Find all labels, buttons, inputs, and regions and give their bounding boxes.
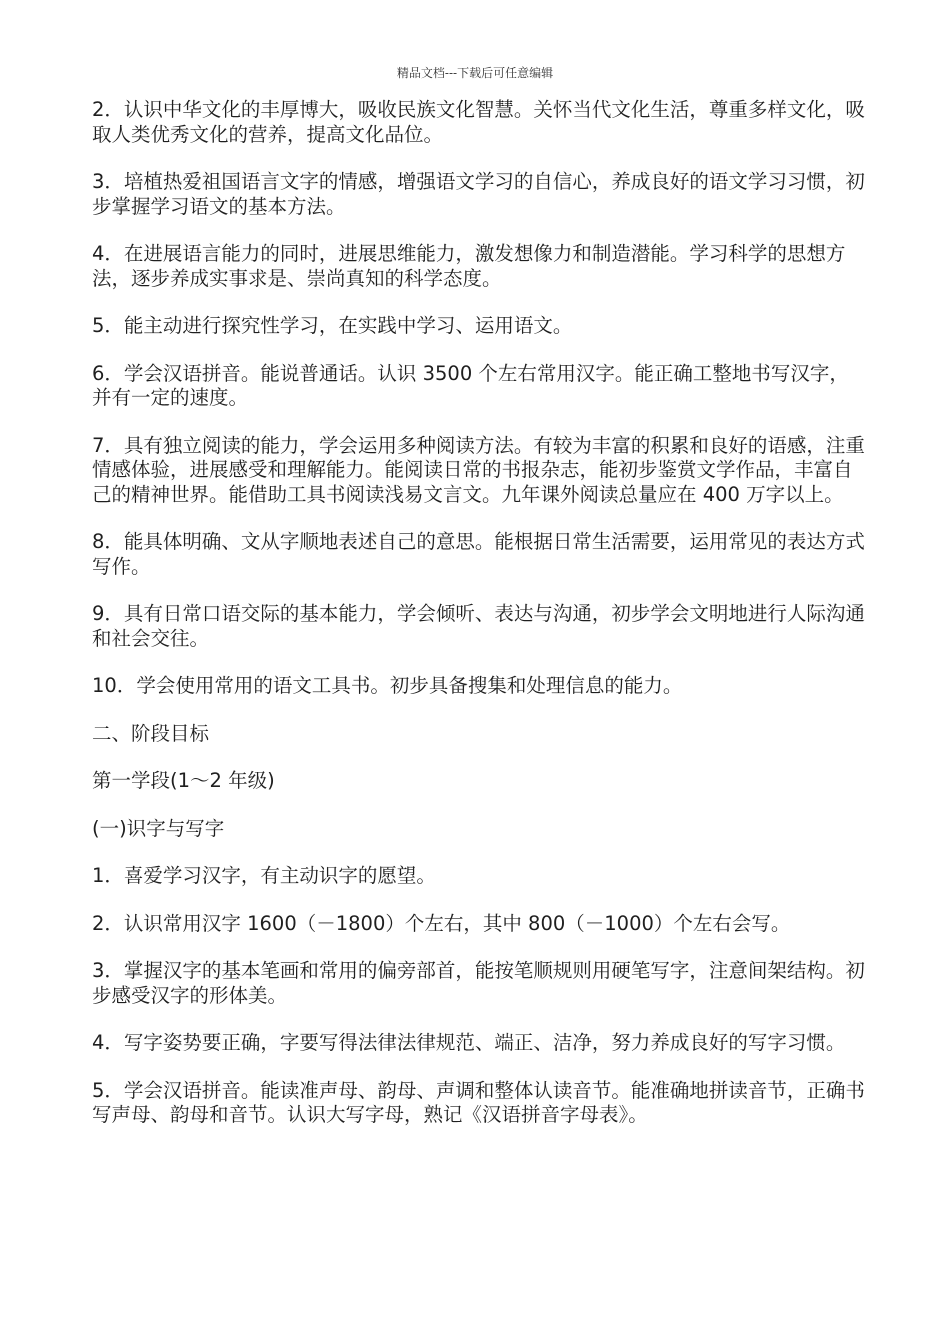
goal-item-3: 3．培植热爱祖国语言文字的情感，增强语文学习的自信心，养成良好的语文学习习惯，初步掌握学习语文的基本方法。 bbox=[92, 170, 865, 218]
goal-item-4: 4．在进展语言能力的同时，进展思维能力，激发想像力和制造潜能。学习科学的思想方法，逐步养成实事求是、崇尚真知的科学态度。 bbox=[92, 242, 846, 290]
stage-item-3: 3．掌握汉字的基本笔画和常用的偏旁部首，能按笔顺规则用硬笔写字，注意间架结构。初步感受汉字的形体美。 bbox=[92, 959, 865, 1007]
stage-item-5: 5．学会汉语拼音。能读准声母、韵母、声调和整体认读音节。能准确地拼读音节，正确书写声母、韵母和音节。认识大写字母，熟记《汉语拼音字母表》。 bbox=[92, 1078, 865, 1126]
stage-item-1: 1．喜爱学习汉字，有主动识字的愿望。 bbox=[92, 864, 436, 887]
goal-item-7: 7．具有独立阅读的能力，学会运用多种阅读方法。有较为丰富的积累和良好的语感，注重情感体验，进展感受和理解能力。能阅读日常的书报杂志，能初步鉴赏文学作品，丰富自己的精神世界。能借助工具书阅读浅易文言文。九年课外阅读总量应在 400 万字以上。 bbox=[92, 433, 865, 506]
stage-heading: 第一学段(1～2 年级) bbox=[92, 769, 275, 792]
goal-item-5: 5．能主动进行探究性学习，在实践中学习、运用语文。 bbox=[92, 314, 573, 337]
goal-item-2: 2．认识中华文化的丰厚博大，吸收民族文化智慧。关怀当代文化生活，尊重多样文化，吸取人类优秀文化的营养，提高文化品位。 bbox=[92, 98, 865, 146]
section-heading: 二、阶段目标 bbox=[92, 721, 210, 745]
goal-item-10: 10．学会使用常用的语文工具书。初步具备搜集和处理信息的能力。 bbox=[92, 674, 683, 697]
goal-item-6: 6．学会汉语拼音。能说普通话。认识 3500 个左右常用汉字。能正确工整地书写汉字，并有一定的速度。 bbox=[92, 361, 849, 409]
subsection-heading: (一)识字与写字 bbox=[92, 816, 225, 840]
document-body bbox=[92, 98, 867, 1151]
stage-item-4: 4．写字姿势要正确，字要写得法律法律规范、端正、洁净，努力养成良好的写字习惯。 bbox=[92, 1031, 846, 1054]
page-header: 精品文档---下载后可任意编辑 bbox=[396, 66, 554, 80]
goal-item-9: 9．具有日常口语交际的基本能力，学会倾听、表达与沟通，初步学会文明地进行人际沟通和社会交往。 bbox=[92, 602, 865, 650]
goal-item-8: 8．能具体明确、文从字顺地表述自己的意思。能根据日常生活需要，运用常见的表达方式写作。 bbox=[92, 530, 865, 578]
stage-item-2: 2．认识常用汉字 1600（－1800）个左右，其中 800（－1000）个左右会写。 bbox=[92, 911, 791, 935]
